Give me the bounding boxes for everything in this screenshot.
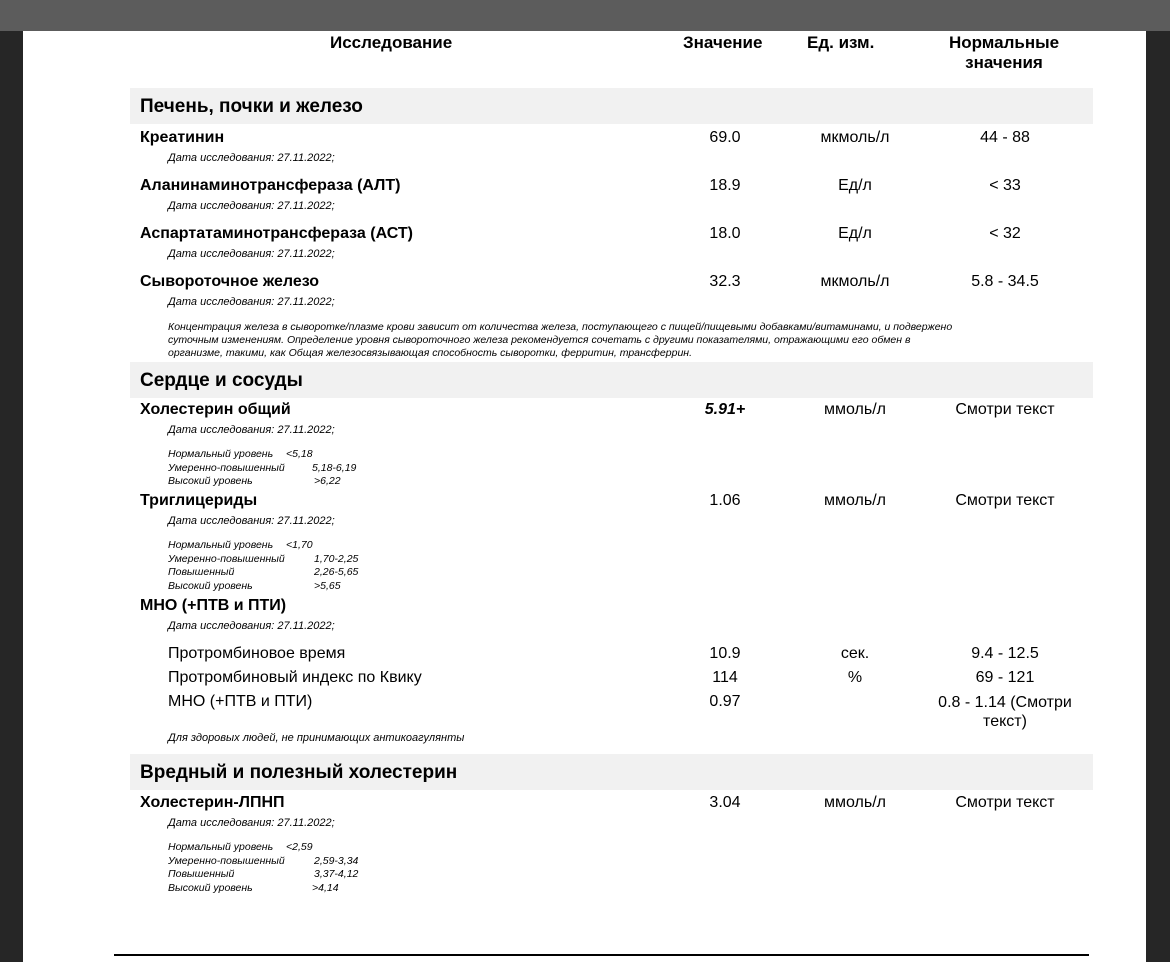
test-unit: ммоль/л (824, 492, 886, 509)
test-name: Аспартатаминотрансфераза (АСТ) (140, 225, 413, 242)
ref-range: >4,14 (312, 881, 339, 894)
reference-table (168, 841, 358, 895)
test-unit: Ед/л (838, 177, 872, 194)
test-name: Сывороточное железо (140, 273, 320, 290)
ref-label: Умеренно-повышенный (168, 552, 285, 565)
test-value: 32.3 (709, 273, 741, 290)
ref-range: 1,70-2,25 (314, 552, 359, 565)
test-unit: ммоль/л (824, 401, 886, 418)
test-name: Аланинаминотрансфераза (АЛТ) (140, 177, 401, 194)
test-norm: < 32 (989, 225, 1021, 242)
iron-note (168, 321, 1098, 360)
ref-label: Высокий уровень (168, 881, 253, 894)
note-line: организме, такими, как Общая железосвязывающая способность сыворотки, ферритин, трансферрин. (168, 347, 692, 359)
section-title: Вредный и полезный холестерин (140, 762, 458, 783)
test-date: Дата исследования: 27.11.2022; (168, 296, 335, 308)
header-unit: Ед. изм. (807, 33, 875, 52)
subtest-value: 0.97 (709, 693, 741, 710)
test-norm: Смотри текст (955, 401, 1055, 418)
subtest-name: Протромбиновое время (168, 645, 346, 662)
reference-table (168, 539, 358, 593)
note-line: Концентрация железа в сыворотке/плазме крови зависит от количества железа, поступающего с пищей/пищевыми добавками/витаминами, и подвержено (168, 321, 953, 333)
section-lipids (130, 754, 1093, 790)
subtest-name: МНО (+ПТВ и ПТИ) (168, 693, 313, 710)
subtest-value: 114 (712, 669, 738, 686)
ref-range: <2,59 (286, 841, 313, 853)
subtest-norm: 9.4 - 12.5 (971, 645, 1039, 662)
header-value: Значение (683, 33, 763, 52)
ref-label: Нормальный уровень (168, 539, 274, 551)
subtest-norm: 69 - 121 (975, 669, 1035, 686)
test-value: 69.0 (709, 129, 741, 146)
ref-range: <5,18 (286, 448, 313, 460)
subtest-value: 10.9 (709, 645, 741, 662)
footer-divider (114, 954, 1089, 956)
mno-note: Для здоровых людей, не принимающих антикоагулянты (168, 732, 465, 744)
ref-range: 2,59-3,34 (314, 854, 359, 867)
test-value: 18.9 (709, 177, 741, 194)
test-date: Дата исследования: 27.11.2022; (168, 817, 335, 829)
test-norm: 44 - 88 (980, 129, 1030, 146)
ref-range: 5,18-6,19 (312, 461, 357, 474)
test-date: Дата исследования: 27.11.2022; (168, 424, 335, 436)
ref-range: <1,70 (286, 539, 313, 551)
ref-label: Нормальный уровень (168, 841, 274, 853)
header-study: Исследование (330, 33, 453, 52)
test-name: Триглицериды (140, 492, 258, 509)
subtest-name: Протромбиновый индекс по Квику (168, 669, 422, 686)
section-heart (130, 362, 1093, 398)
ref-label: Умеренно-повышенный (168, 461, 285, 474)
test-value: 18.0 (709, 225, 741, 242)
ref-range: 2,26-5,65 (314, 566, 359, 578)
ref-label: Высокий уровень (168, 475, 253, 487)
ref-range: >5,65 (314, 579, 341, 592)
test-unit: мкмоль/л (820, 273, 890, 290)
test-unit: Ед/л (838, 225, 872, 242)
note-line: суточным изменениям. Определение уровня сывороточного железа рекомендуется сочетать с другими показателями, отражающими его обмен в (168, 334, 911, 346)
test-norm: 5.8 - 34.5 (971, 273, 1039, 290)
test-norm: < 33 (989, 177, 1021, 194)
header-norm: Нормальные значения (948, 33, 1060, 72)
ref-label: Повышенный (168, 868, 235, 880)
test-date: Дата исследования: 27.11.2022; (168, 620, 335, 632)
section-title: Печень, почки и железо (140, 96, 363, 117)
test-norm: Смотри текст (955, 492, 1055, 509)
ref-label: Повышенный (168, 566, 235, 578)
test-norm: Смотри текст (955, 794, 1055, 811)
test-date: Дата исследования: 27.11.2022; (168, 200, 335, 212)
test-name: Креатинин (140, 129, 225, 146)
test-value: 3.04 (709, 794, 741, 811)
ref-label: Умеренно-повышенный (168, 854, 285, 867)
test-name: Холестерин общий (140, 401, 291, 418)
reference-table (168, 448, 356, 489)
test-value: 1.06 (709, 492, 741, 509)
test-date: Дата исследования: 27.11.2022; (168, 515, 335, 527)
ref-label: Нормальный уровень (168, 448, 274, 460)
test-unit: ммоль/л (824, 794, 886, 811)
document-page (23, 31, 1146, 962)
test-name: Холестерин-ЛПНП (140, 794, 285, 811)
ref-label: Высокий уровень (168, 579, 253, 592)
ref-range: >6,22 (314, 475, 341, 487)
test-date: Дата исследования: 27.11.2022; (168, 248, 335, 260)
section-title: Сердце и сосуды (140, 370, 303, 391)
subtest-unit: сек. (840, 645, 870, 662)
ref-range: 3,37-4,12 (314, 868, 359, 880)
subtest-norm: 0.8 - 1.14 (Смотри текст) (938, 694, 1072, 730)
section-liver (130, 88, 1093, 124)
test-date: Дата исследования: 27.11.2022; (168, 152, 335, 164)
test-unit: мкмоль/л (820, 129, 890, 146)
viewer-top-bar (0, 0, 1170, 31)
test-value-flagged: 5.91+ (704, 401, 746, 418)
subtest-unit: % (847, 669, 863, 686)
test-name: МНО (+ПТВ и ПТИ) (140, 597, 287, 614)
